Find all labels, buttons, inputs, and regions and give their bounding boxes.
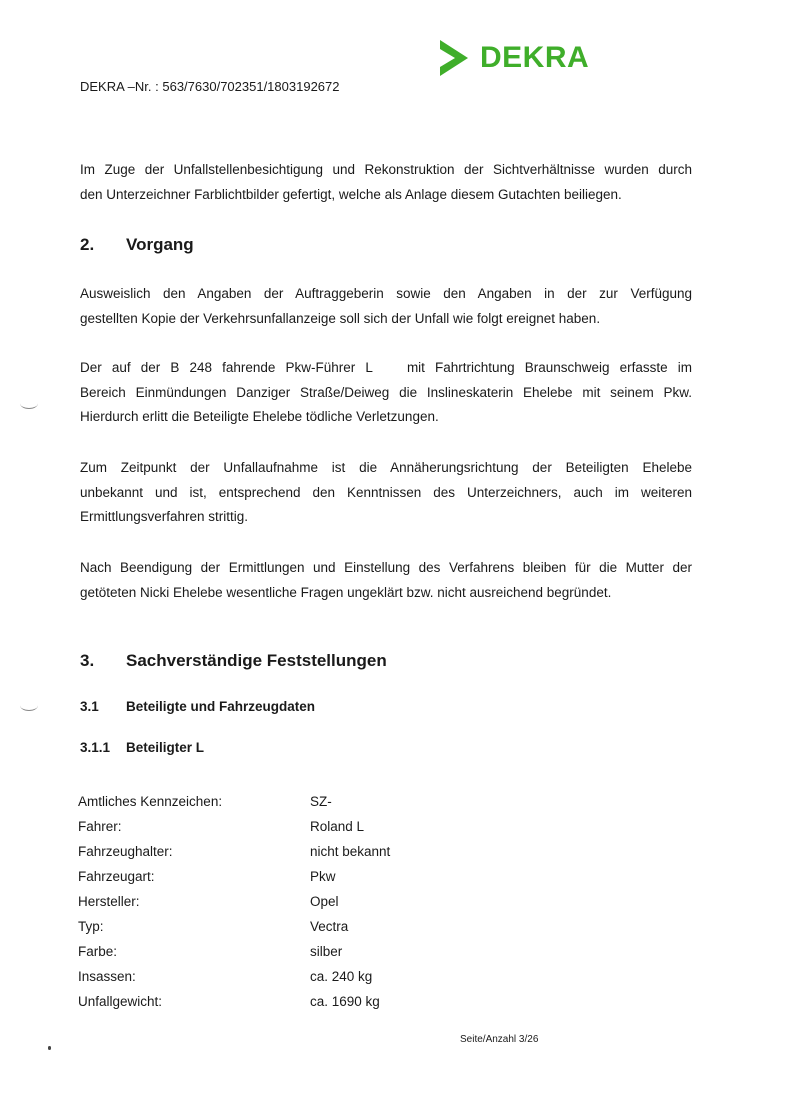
vorgang-paragraph-4: [80, 556, 692, 605]
text-fragment: Der auf der B 248 fahrende Pkw-Führer L: [80, 360, 373, 375]
vorgang-paragraph-3: [80, 456, 692, 530]
table-row: [78, 889, 390, 914]
text-line: Zum Zeitpunkt der Unfallaufnahme ist die Annäherungsrichtung der Beteiligten Ehelebe: [80, 460, 692, 475]
field-label: Insassen:: [78, 969, 136, 984]
field-label: Hersteller:: [78, 894, 140, 909]
vorgang-paragraph-2: [80, 356, 692, 430]
text-line: Nach Beendigung der Ermittlungen und Einstellung des Verfahrens bleiben für die Mutter der: [80, 560, 692, 575]
punch-mark: [20, 700, 38, 711]
table-row: [78, 989, 390, 1014]
punch-mark: [20, 398, 38, 409]
section-heading-2: [80, 235, 194, 255]
subsection-title: Beteiligte und Fahrzeugdaten: [126, 699, 316, 714]
field-value: Pkw: [310, 869, 336, 884]
text-line: Bereich Einmündungen Danziger Straße/Deiweg die Inslineskaterin Ehelebe mit seinem Pkw.: [80, 384, 692, 400]
table-row: [78, 914, 390, 939]
section-number: 2.: [80, 235, 95, 254]
table-row: [78, 789, 390, 814]
field-label: Typ:: [78, 919, 104, 934]
field-value: Vectra: [310, 919, 349, 934]
field-label: Amtliches Kennzeichen:: [78, 794, 223, 809]
subsection-title: Beteiligter L: [126, 740, 205, 755]
text-line: den Unterzeichner Farblichtbilder gefertigt, welche als Anlage diesem Gutachten beiliegen.: [80, 186, 622, 202]
table-row: [78, 839, 390, 864]
subsection-heading-3-1-1: [80, 740, 204, 755]
field-value: Roland L: [310, 819, 365, 834]
field-label: Fahrer:: [78, 819, 122, 834]
text-line: Ausweislich den Angaben der Auftraggeberin sowie den Angaben in der zur Verfügung: [80, 286, 692, 301]
table-row: [78, 814, 390, 839]
section-title: Vorgang: [126, 235, 194, 254]
field-value: Opel: [310, 894, 339, 909]
text-line: Im Zuge der Unfallstellenbesichtigung und Rekonstruktion der Sichtverhältnisse wurden durch: [80, 162, 692, 177]
subsection-number: 3.1.1: [80, 740, 111, 755]
field-value: ca. 1690 kg: [310, 994, 380, 1009]
field-label: Fahrzeugart:: [78, 869, 155, 884]
field-label: Farbe:: [78, 944, 118, 959]
vorgang-paragraph-1: [80, 282, 692, 331]
text-fragment: mit Fahrtrichtung Braunschweig erfasste im: [406, 360, 692, 375]
document-number: DEKRA –Nr. : 563/7630/702351/1803192672: [80, 79, 340, 94]
dekra-logo: [438, 38, 589, 78]
field-value: silber: [310, 944, 343, 959]
section-number: 3.: [80, 651, 95, 670]
text-line: Ermittlungsverfahren strittig.: [80, 509, 249, 524]
field-value: nicht bekannt: [310, 844, 391, 859]
subsection-heading-3-1: [80, 699, 315, 714]
text-line: gestellten Kopie der Verkehrsunfallanzeige soll sich der Unfall wie folgt ereignet haben.: [80, 310, 601, 326]
table-row: [78, 964, 390, 989]
dekra-chevron-icon: [438, 38, 472, 78]
field-label: Fahrzeughalter:: [78, 844, 173, 859]
vehicle-data-table: [78, 789, 390, 1014]
logo-text: DEKRA: [480, 41, 590, 74]
text-line: getöteten Nicki Ehelebe wesentliche Fragen ungeklärt bzw. nicht ausreichend begründet.: [80, 584, 612, 600]
text-line: [80, 356, 692, 381]
scan-speck: [48, 1046, 51, 1050]
field-value: ca. 240 kg: [310, 969, 373, 984]
intro-paragraph: [80, 158, 692, 207]
section-title: Sachverständige Feststellungen: [126, 651, 387, 670]
field-label: Unfallgewicht:: [78, 994, 163, 1009]
page-counter: Seite/Anzahl 3/26: [460, 1034, 539, 1045]
table-row: [78, 864, 390, 889]
text-line: unbekannt und ist, entsprechend den Kenntnissen des Unterzeichners, auch im weiteren: [80, 484, 692, 500]
text-line: Hierdurch erlitt die Beteiligte Ehelebe tödliche Verletzungen.: [80, 409, 439, 424]
section-heading-3: [80, 651, 387, 671]
field-value: SZ-: [310, 794, 332, 809]
table-row: [78, 939, 390, 964]
subsection-number: 3.1: [80, 699, 99, 714]
